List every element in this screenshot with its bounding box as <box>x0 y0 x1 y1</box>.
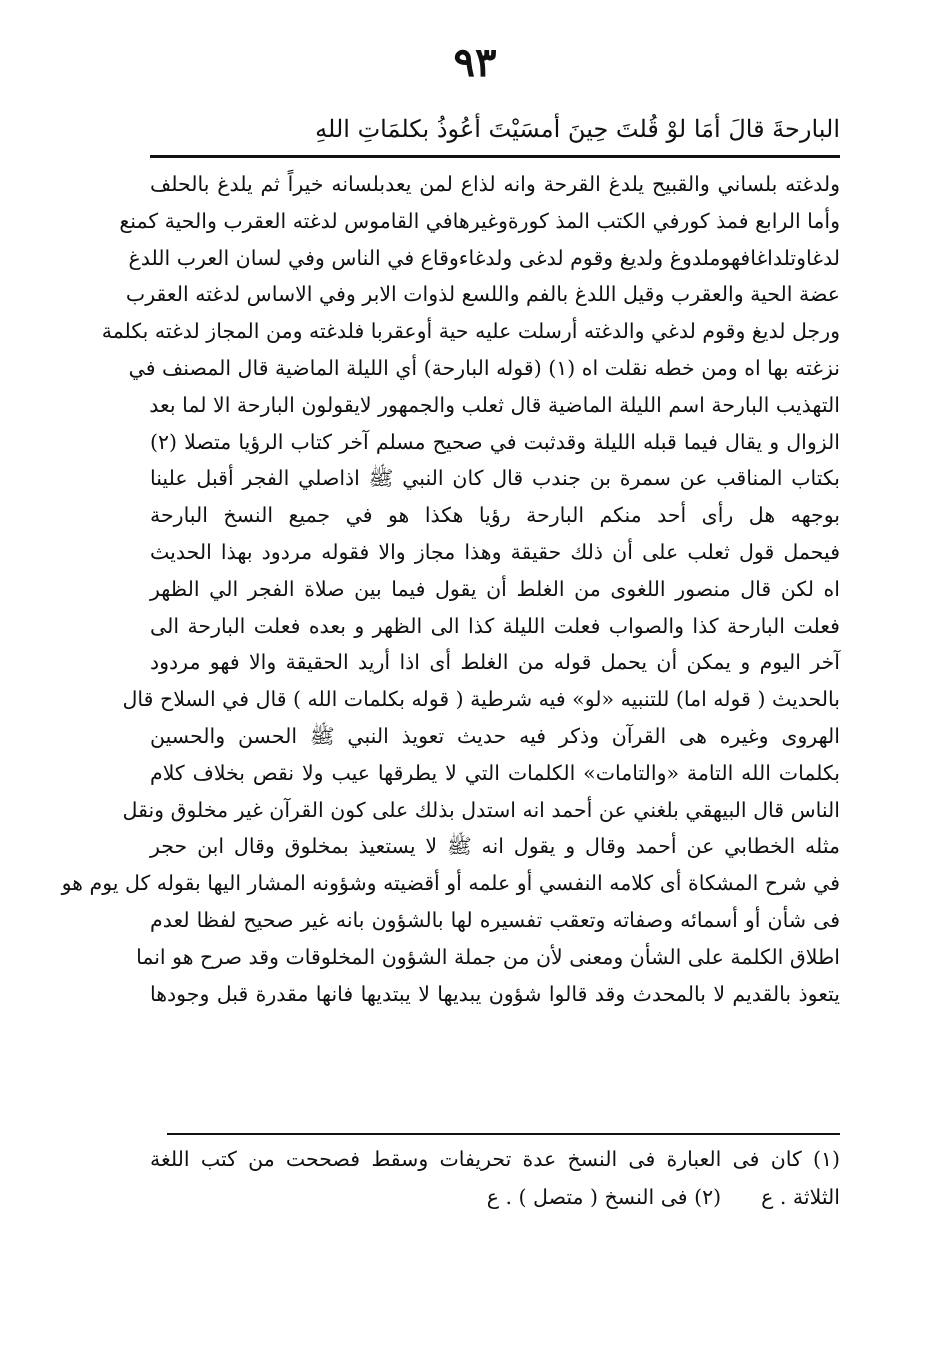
text-line: لدغاوتلداغافهوملدوغ ولديغ وقوم لدغى ولدغاءوقاع في الناس وفي لسان العرب اللدغ <box>128 245 840 270</box>
text-line: بكتاب المناقب عن سمرة بن جندب قال كان النبي ﷺ اذاصلي الفجر أقبل علينا <box>150 466 840 491</box>
text-line: الناس قال البيهقي بلغني عن أحمد انه استدل بذلك على كون القرآن غير مخلوق ونقل <box>122 797 840 822</box>
footnote-1-end: الثلاثة . ع <box>761 1185 840 1209</box>
footnote-line-2 <box>150 1178 840 1216</box>
text-line: ولدغته بلساني والقبيح يلدغ القرحة وانه لذاع لمن يعدبلسانه خيراً ثم يلدغ بالحلف <box>150 172 840 196</box>
text-line: بالحديث ( قوله اما) للتنبيه «لو» فيه شرطية ( قوله بكلمات الله ) قال في السلاح قال <box>122 687 840 712</box>
text-line: اطلاق الكلمة على الشأن ومعنى لأن من جملة الشؤون المخلوقات وقد صرح هو انما <box>136 944 840 969</box>
text-line: آخر اليوم و يمكن أن يحمل قوله من الغلط أى اذا أريد الحقيقة والا فهو مردود <box>150 650 840 675</box>
footnote-2: (٢) فى النسخ ( متصل ) . ع <box>486 1185 722 1209</box>
matn-header-line: البارحةَ قالَ أمَا لوْ قُلتَ حِينَ أمسَيْتَ أعُوذُ بكلمَاتِ اللهِ <box>315 115 840 143</box>
text-line: ورجل لديغ وقوم لدغي والدغته أرسلت عليه حية أوعقربا فلدغته ومن المجاز لدغته بكلمة <box>101 319 840 344</box>
text-line: بكلمات الله التامة «والتامات» الكلمات التي لا يطرقها عيب ولا نقص بخلاف كلام <box>150 760 840 785</box>
text-line: بوجهه هل رأى أحد منكم البارحة رؤيا هكذا هو في جميع النسخ البارحة <box>150 503 840 528</box>
text-line: الهروى وغيره هى القرآن وذكر فيه حديث تعويذ النبي ﷺ الحسن والحسين <box>150 723 840 748</box>
text-line: يتعوذ بالقديم لا بالمحدث وقد قالوا شؤون يبديها لا يبتديها فانها مقدرة قبل وجودها <box>150 981 840 1006</box>
footnotes <box>150 1140 840 1216</box>
text-line: في شرح المشكاة أى كلامه النفسي أو علمه أو أقضيته وشؤونه المشار اليها بقوله كل يوم هو <box>61 871 840 896</box>
footnote-divider <box>167 1133 840 1135</box>
text-line: الزوال و يقال فيما قبله الليلة وقدثبت في صحيح مسلم آخر كتاب الرؤيا متصلا (٢) <box>150 429 840 454</box>
text-line: مثله الخطابي عن أحمد وقال و يقول انه ﷺ لا يستعيذ بمخلوق وقال ابن حجر <box>150 834 840 859</box>
page-number: ٩٣ <box>453 39 497 86</box>
footnote-1: (١) كان فى العبارة فى النسخ عدة تحريفات وسقط فصححت من كتب اللغة <box>150 1147 840 1171</box>
text-line: التهذيب البارحة اسم الليلة الماضية قال ثعلب والجمهور لايقولون البارحة الا لما بعد <box>149 392 840 417</box>
text-line: فى شأن أو أسمائه وصفاته وتعقب تفسيره لها بالشؤون بانه غير صحيح لفظا لعدم <box>150 907 840 932</box>
text-line: عضة الحية والعقرب وقيل اللدغ بالفم واللسع لذوات الابر وفي الاساس لدغته العقرب <box>125 282 840 307</box>
text-line: فعلت البارحة كذا والصواب فعلت الليلة كذا الى الظهر و بعده فعلت البارحة الى <box>150 613 840 638</box>
text-line: وأما الرابع فمذ كورفي الكتب المذ كورةوغيرهافي القاموس لدغته العقرب والحية كمنع <box>119 208 840 233</box>
text-line: فيحمل قول ثعلب على أن ذلك حقيقة وهذا مجاز والا فقوله مردود بهذا الحديث <box>150 539 840 564</box>
commentary-body <box>61 166 840 1012</box>
text-line: اه لكن قال منصور اللغوى من الغلط أن يقول فيما بين صلاة الفجر الي الظهر <box>150 576 840 601</box>
text-line: نزغته بها اه ومن خطه نقلت اه (١) (قوله البارحة) أي الليلة الماضية قال المصنف في <box>128 355 840 380</box>
header-divider <box>150 155 840 158</box>
